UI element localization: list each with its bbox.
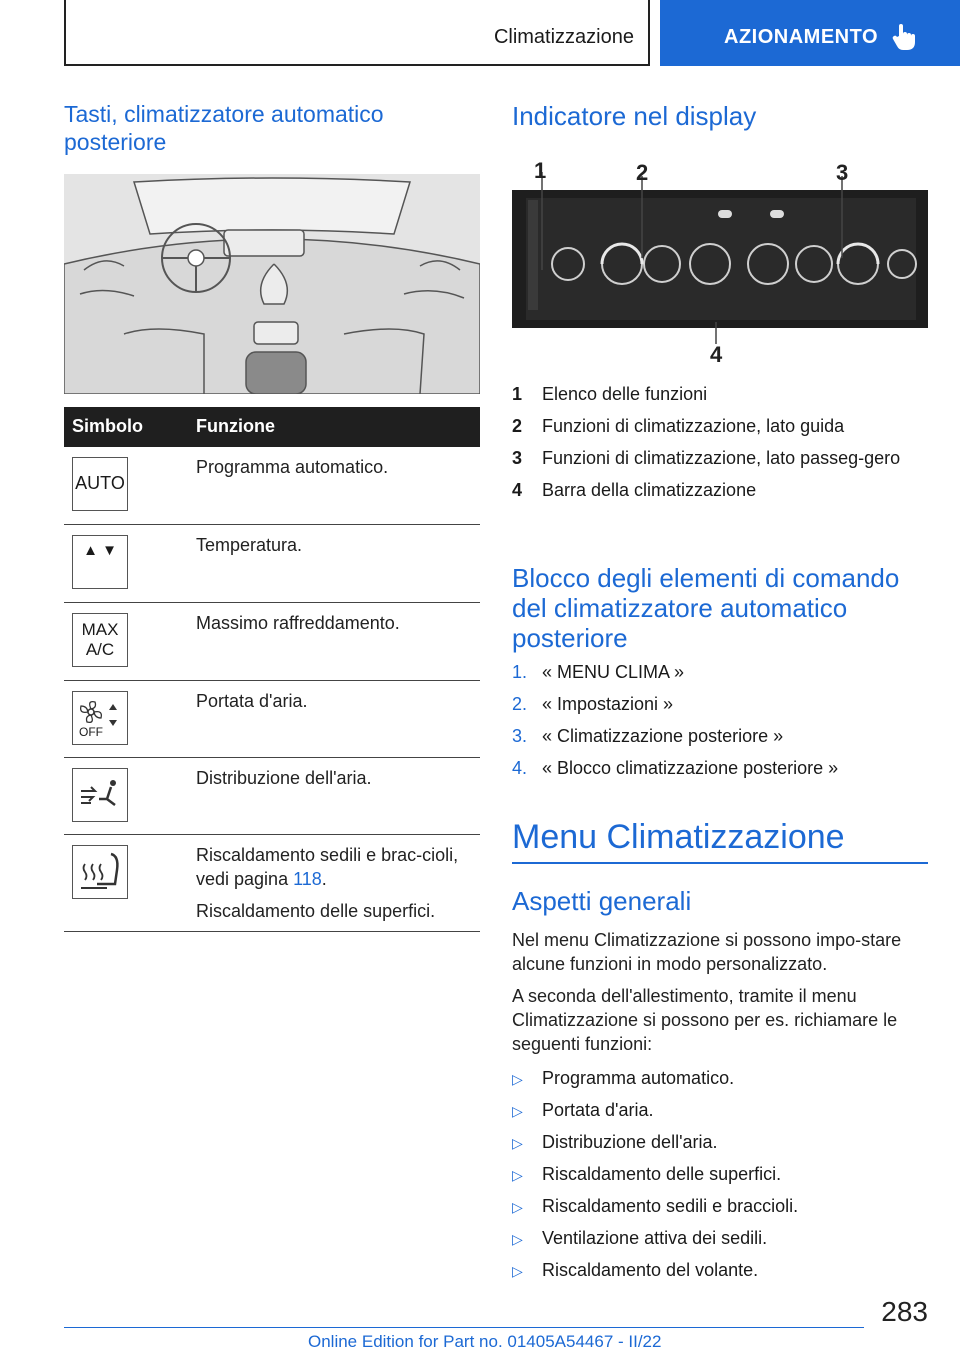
list-item: ▷ Distribuzione dell'aria. <box>512 1130 928 1162</box>
callout-4: 4 <box>710 342 723 364</box>
list-item: ▷ Ventilazione attiva dei sedili. <box>512 1226 928 1258</box>
table-col-symbol: Simbolo <box>72 416 143 436</box>
section-title-general: Aspetti generali <box>512 886 692 916</box>
list-item: 2. « Impostazioni » <box>512 694 674 714</box>
section-title-menu: Menu Climatizzazione <box>512 818 845 856</box>
table-cell-function: Programma automatico. <box>196 457 389 477</box>
auto-icon: AUTO <box>72 457 128 511</box>
list-item: 4 Barra della climatizzazione <box>512 480 757 500</box>
list-item: 1. « MENU CLIMA » <box>512 662 685 682</box>
dashboard-illustration <box>64 174 480 394</box>
paragraph: A seconda dell'allestimento, tramite il menu Climatizzazione si possono per es. richiamare le seguenti funzioni: <box>512 986 898 1054</box>
header-chapter-box <box>660 0 960 66</box>
callout-1: 1 <box>534 158 547 183</box>
callout-3: 3 <box>836 160 849 185</box>
table-cell-function: Massimo raffreddamento. <box>196 613 400 633</box>
fan-off-icon: OFF <box>72 691 128 745</box>
header-chapter-title: AZIONAMENTO <box>724 26 879 48</box>
list-item: ▷ Riscaldamento delle superfici. <box>512 1162 928 1194</box>
paragraph: Nel menu Climatizzazione si possono impo-stare alcune funzioni in modo personalizzato. <box>512 930 902 974</box>
page-link[interactable]: 118 <box>293 869 322 889</box>
list-item: 1 Elenco delle funzioni <box>512 384 708 404</box>
lock-steps <box>512 660 928 788</box>
table-cell-function: Riscaldamento sedili e brac-cioli, vedi pagina 118. Riscaldamento delle superfici. <box>196 845 459 921</box>
list-item: 3. « Climatizzazione posteriore » <box>512 726 784 746</box>
list-item: ▷ Riscaldamento sedili e braccioli. <box>512 1194 928 1226</box>
footer-divider <box>64 1327 864 1328</box>
display-legend <box>512 382 928 510</box>
table-row <box>64 525 480 603</box>
table-header <box>64 407 480 447</box>
header-section-title: Climatizzazione <box>493 26 634 48</box>
triangle-bullet-icon: ▷ <box>512 1263 523 1279</box>
divider <box>512 862 928 864</box>
footer-edition: Online Edition for Part no. 01405A54467 - II/22 <box>308 1332 662 1351</box>
climate-display-image <box>512 158 928 364</box>
list-item: 4. « Blocco climatizzazione posteriore » <box>512 758 839 778</box>
air-distribution-icon <box>72 768 128 822</box>
section-title-rear-buttons: Tasti, climatizzatore automatico posteriore <box>64 101 384 155</box>
list-item: ▷ Riscaldamento del volante. <box>512 1258 928 1290</box>
triangle-bullet-icon: ▷ <box>512 1071 523 1087</box>
seat-heating-icon <box>72 845 128 899</box>
page-number: 283 <box>881 1296 928 1327</box>
triangle-bullet-icon: ▷ <box>512 1135 523 1151</box>
list-item: ▷ Portata d'aria. <box>512 1098 928 1130</box>
section-title-lock: Blocco degli elementi di comando del climatizzatore automatico posteriore <box>512 563 900 653</box>
header-section-box <box>64 0 650 66</box>
triangle-bullet-icon: ▷ <box>512 1231 523 1247</box>
table-cell-function: Distribuzione dell'aria. <box>196 768 372 788</box>
list-item: ▷ Programma automatico. <box>512 1066 928 1098</box>
table-col-function: Funzione <box>196 416 275 436</box>
table-row <box>64 603 480 681</box>
table-cell-function: Temperatura. <box>196 535 303 555</box>
table-row <box>64 758 480 835</box>
list-item: 2 Funzioni di climatizzazione, lato guida <box>512 416 845 436</box>
max-ac-icon: MAX A/C <box>72 613 128 667</box>
table-cell-function: Portata d'aria. <box>196 691 308 711</box>
triangle-bullet-icon: ▷ <box>512 1103 523 1119</box>
hand-pointer-icon <box>892 22 918 52</box>
section-title-display: Indicatore nel display <box>512 101 757 131</box>
table-row <box>64 681 480 758</box>
triangle-bullet-icon: ▷ <box>512 1199 523 1215</box>
list-item: 3 Funzioni di climatizzazione, lato passeg-gero <box>512 448 901 468</box>
table-row <box>64 835 480 932</box>
table-row <box>64 447 480 525</box>
callout-2: 2 <box>636 160 649 185</box>
function-list <box>512 1066 928 1290</box>
triangle-bullet-icon: ▷ <box>512 1167 523 1183</box>
temperature-arrows-icon: ▲ ▼ <box>72 535 128 589</box>
